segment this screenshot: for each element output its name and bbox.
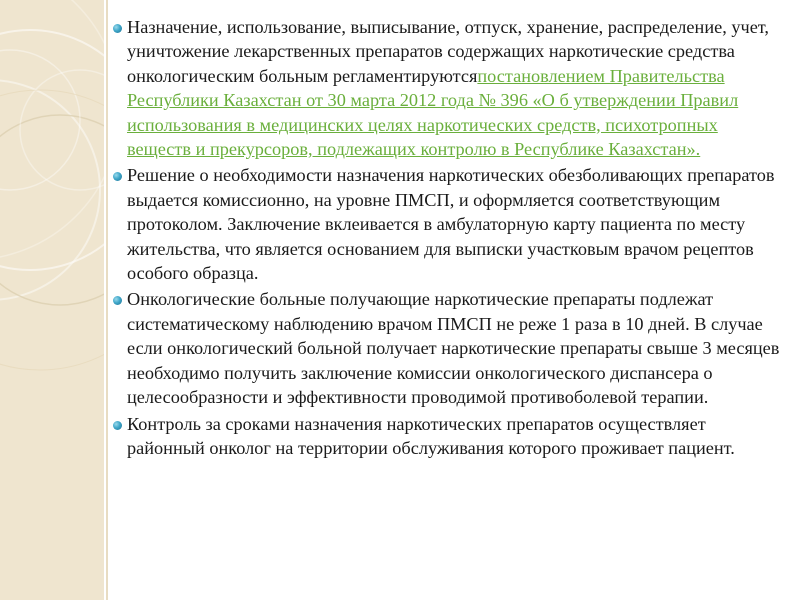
bullet-list	[112, 15, 782, 460]
band-divider	[106, 0, 108, 600]
slide-content	[112, 15, 782, 462]
bullet-item-regulation	[112, 15, 782, 161]
bullet-text: Назначение, использование, выписывание, отпуск, хранение, распределение, учет, уничтожение лекарственных препаратов содержащих наркотические средства онкологическим больным регламентируются	[127, 17, 769, 86]
bullet-item-control	[112, 412, 782, 461]
round-bullet-icon	[113, 421, 122, 430]
decorative-side-band	[0, 0, 104, 600]
bullet-item-observation	[112, 287, 782, 409]
round-bullet-icon	[113, 24, 122, 33]
decorative-arcs-pattern	[0, 0, 104, 600]
bullet-text: Контроль за сроками назначения наркотических препаратов осуществляет районный онколог на территории обслуживания которого проживает пациент.	[127, 413, 735, 458]
round-bullet-icon	[113, 296, 122, 305]
bullet-item-commission-decision	[112, 163, 782, 285]
bullet-text: Решение о необходимости назначения наркотических обезболивающих препаратов выдается комиссионно, на уровне ПМСП, и оформляется соответствующим протоколом. Заключение вклеивается в амбулаторную карту пациента по месту жительства, что является основанием для выписки участковым врачом рецептов особого образца.	[127, 165, 775, 284]
bullet-text: Онкологические больные получающие наркотические препараты подлежат систематическому наблюдению врачом ПМСП не реже 1 раза в 10 дней. В случае если онкологический больной получает наркотические препараты свыше 3 месяцев необходимо получить заключение комиссии онкологического диспансера о целесообразности и эффективности проводимой противоболевой терапии.	[127, 289, 780, 408]
government-decree-link[interactable]: постановлением Правительства Республики Казахстан от 30 марта 2012 года № 396 «О б утверждении Правил использования в медицинских целях наркотических средств, психотропных веществ и прекурсоров, подлежащих контролю в Республике Казахстан».	[127, 65, 739, 160]
round-bullet-icon	[113, 172, 122, 181]
